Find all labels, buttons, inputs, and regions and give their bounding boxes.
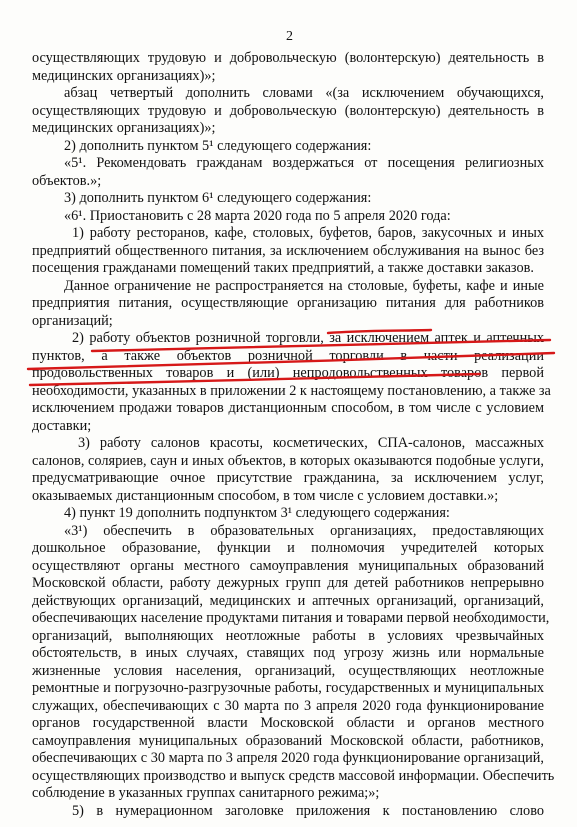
text-line: необходимости, указанных в приложении 2 к настоящему постановлению, а также за <box>32 382 551 399</box>
text-line: предприятия питания, осуществляющие организацию питания для работников <box>32 295 544 311</box>
text-line: самоуправления муниципальных образований Московской области, работников, <box>32 732 544 749</box>
text-line: 3) работу салонов красоты, косметических, СПА-салонов, массажных <box>78 435 544 451</box>
text-line: обеспечивающих население продуктами питания и товарами первой необходимости, <box>32 610 550 626</box>
text-line: соблюдение в указанных группах санитарного режима;»; <box>32 785 380 801</box>
text-line: посещения гражданами помещений таких предприятий, а также доставки заказов. <box>32 260 534 276</box>
text-line: медицинских организациях)»; <box>32 120 216 136</box>
text-line: абзац четвертый дополнить словами «(за исключением обучающихся, <box>64 85 544 101</box>
text-line: предприятий общественного питания, за исключением обслуживания на вынос без <box>32 242 544 259</box>
text-line: обстоятельств, в иных случаях, ставящих под угрозу жизнь или нормальные <box>32 645 544 661</box>
page-number: 2 <box>286 29 293 44</box>
text-line: дошкольное образование, функции и полномочия учредителей которых <box>32 540 544 556</box>
text-line: организаций, выполняющих неотложные работы в условиях чрезвычайных <box>32 627 544 644</box>
text-line: исключением продажи товаров дистанционным способом, в том числе с условием <box>32 400 544 416</box>
text-line: продовольственных товаров и (или) непродовольственных товаров первой <box>32 365 544 381</box>
text-line: служащих, обеспечивающих с 30 марта по 3 апреля 2020 года функционирование <box>32 697 544 714</box>
text-line: Московской области, работу дежурных групп для детей работников непрерывно <box>32 575 544 591</box>
text-line: медицинских организациях)»; <box>32 67 216 84</box>
text-line: «3¹) обеспечить в образовательных организациях, предоставляющих <box>64 522 544 539</box>
text-line: осуществляющих трудовую и добровольческую (волонтерскую) деятельность в <box>32 102 544 119</box>
text-line: «6¹. Приостановить с 28 марта 2020 года по 5 апреля 2020 года: <box>64 207 451 224</box>
text-line: ремонтные и погрузочно-разгрузочные работы, государственных и муниципальных <box>32 680 544 696</box>
text-line: 5) в нумерационном заголовке приложения к постановлению слово <box>72 802 544 819</box>
text-line: организаций; <box>32 312 113 329</box>
text-line: 1) работу ресторанов, кафе, столовых, буфетов, баров, закусочных и иных <box>72 225 544 241</box>
text-line: оказываемых дистанционным способом, в том числе с условием доставки.»; <box>32 487 499 504</box>
text-line: пунктов, а также объектов розничной торговли в части реализации <box>32 347 544 364</box>
text-line: органов государственной власти Московской области и органов местного <box>32 715 544 731</box>
text-line: осуществляющих трудовую и добровольческую (волонтерскую) деятельность в <box>32 50 544 66</box>
text-line: Данное ограничение не распространяется на столовые, буфеты, кафе и иные <box>64 277 544 294</box>
text-line: 3) дополнить пунктом 6¹ следующего содержания: <box>64 190 372 206</box>
text-line: «5¹. Рекомендовать гражданам воздержаться от посещения религиозных <box>64 155 544 171</box>
text-line: объектов.»; <box>32 172 102 189</box>
text-line: действующих организаций, медицинских и аптечных организаций, организаций, <box>32 592 544 609</box>
text-line: 2) работу объектов розничной торговли, за исключением аптек и аптечных <box>72 330 544 346</box>
text-line: обеспечивающих с 30 марта по 3 апреля 2020 года функционирование организаций, <box>32 750 544 766</box>
text-line: предусматривающие очное присутствие гражданина, за исключением услуг, <box>32 470 544 486</box>
text-line: жизненные условия населения, организаций, осуществляющих неотложные <box>32 662 544 679</box>
text-line: салонов, соляриев, саун и иных объектов, в которых оказываются подобные услуги, <box>32 452 544 469</box>
document-body <box>32 50 555 820</box>
text-line: осуществляющих производство и выпуск средств массовой информации. Обеспечить <box>32 767 555 784</box>
text-line: доставки; <box>32 417 92 434</box>
text-line: 2) дополнить пунктом 5¹ следующего содержания: <box>64 137 372 154</box>
text-line: осуществляют органы местного самоуправления муниципальных образований <box>32 557 544 574</box>
text-line: 4) пункт 19 дополнить подпунктом 3¹ следующего содержания: <box>64 505 450 521</box>
